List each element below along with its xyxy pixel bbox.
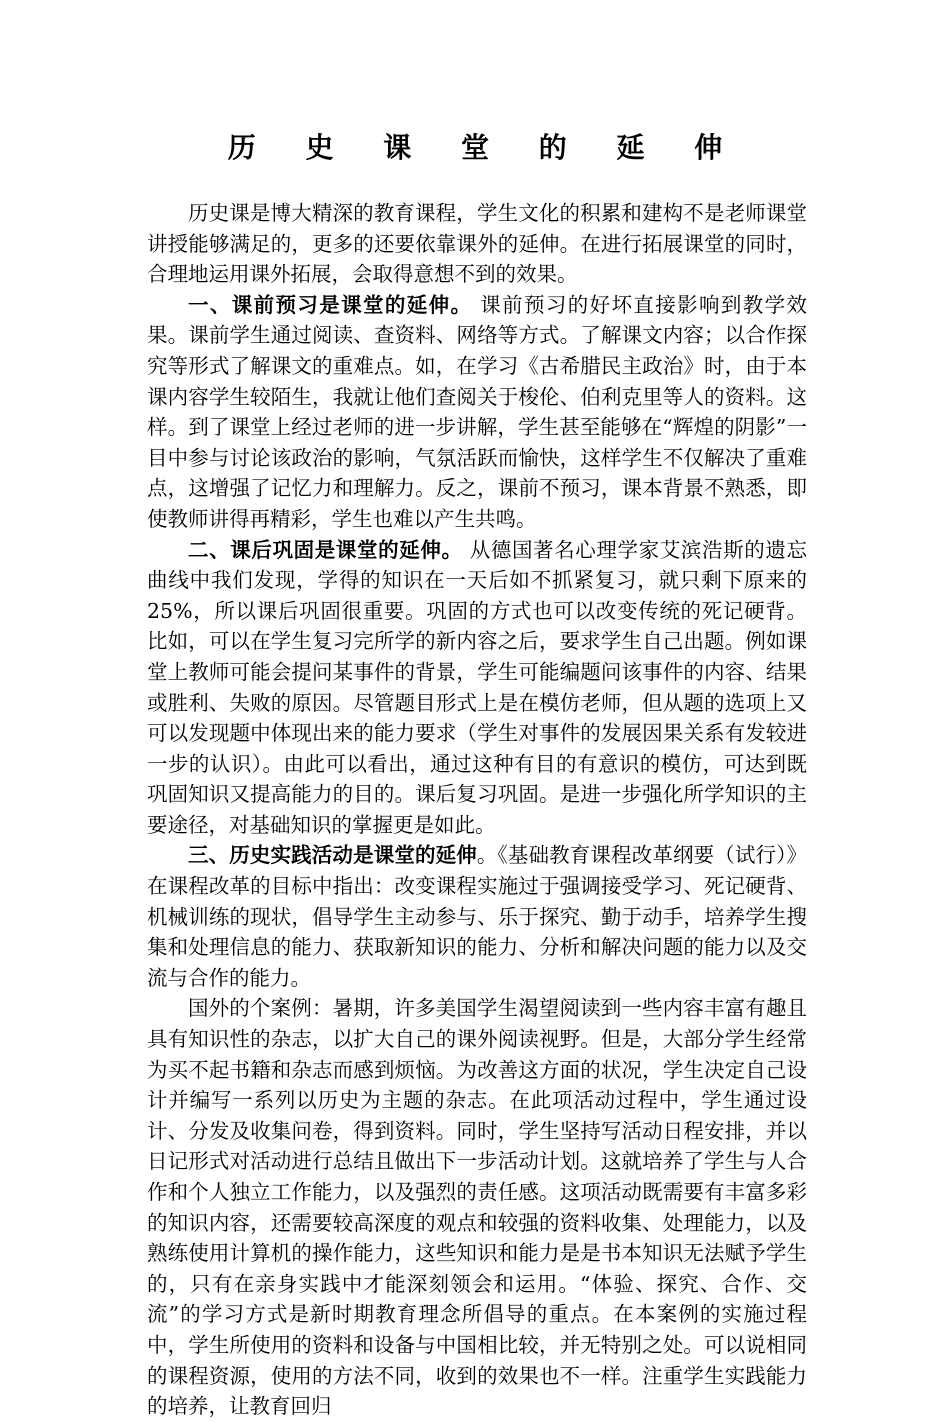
- section-2-body: 从德国著名心理学家艾滨浩斯的遗忘曲线中我们发现，学得的知识在一天后如不抓紧复习，就只剩下原来的25%，所以课后巩固很重要。巩固的方式也可以改变传统的死记硬背。比如，可以在学生复习完所学的新内容之后，要求学生自己出题。例如课堂上教师可能会提问某事件的背景，学生可能编题问该事件的内容、结果或胜利、失败的原因。尽管题目形式上是在模仿老师，但从题的选项上又可以发现题中体现出来的能力要求（学生对事件的发展因果关系有发较进一步的认识）。由此可以看出，通过这种有目的有意识的模仿，可达到既巩固知识又提高能力的目的。课后复习巩固。是进一步强化所学知识的主要途径，对基础知识的掌握更是如此。: [147, 537, 808, 837]
- document-title: 历 史 课 堂 的 延 伸: [227, 131, 743, 164]
- section-1-paragraph: [147, 290, 807, 535]
- case-paragraph: 国外的个案例：暑期，许多美国学生渴望阅读到一些内容丰富有趣且具有知识性的杂志，以扩大自己的课外阅读视野。但是，大部分学生经常为买不起书籍和杂志而感到烦恼。为改善这方面的状况，学生决定自己设计并编写一系列以历史为主题的杂志。在此项活动过程中，学生通过设计、分发及收集问卷，得到资料。同时，学生坚持写活动日程安排，并以日记形式对活动进行总结且做出下一步活动计划。这就培养了学生与人合作和个人独立工作能力，以及强烈的责任感。这项活动既需要有丰富多彩的知识内容，还需要较高深度的观点和较强的资料收集、处理能力，以及熟练使用计算机的操作能力，这些知识和能力是是书本知识无法赋予学生的，只有在亲身实践中才能深刻领会和运用。“体验、探究、合作、交流”的学习方式是新时期教育理念所倡导的重点。在本案例的实施过程中，学生所使用的资料和设备与中国相比较，并无特别之处。可以说相同的课程资源，使用的方法不同，收到的效果也不一样。注重学生实践能力的培养，让教育回归: [147, 996, 807, 1419]
- intro-paragraph: 历史课是博大精深的教育课程，学生文化的积累和建构不是老师课堂讲授能够满足的，更多的还要依靠课外的延伸。在进行拓展课堂的同时，合理地运用课外拓展，会取得意想不到的效果。: [147, 201, 807, 287]
- section-1-heading: 一、课前预习是课堂的延伸。: [188, 292, 473, 317]
- section-2-paragraph: [147, 535, 807, 841]
- section-3-body: 。《基础教育课程改革纲要（试行）》在课程改革的目标中指出：改变课程实施过于强调接受学习、死记硬背、机械训练的现状，倡导学生主动参与、乐于探究、勤于动手，培养学生搜集和处理信息的能力、获取新知识的能力、分析和解决问题的能力以及交流与合作的能力。: [147, 843, 808, 990]
- section-3-heading: 三、历史实践活动是课堂的延伸: [188, 843, 477, 868]
- section-1-body: 课前预习的好坏直接影响到教学效果。课前学生通过阅读、查资料、网络等方式。了解课文内容；以合作探究等形式了解课文的重难点。如，在学习《古希腊民主政治》时，由于本课内容学生较陌生，我就让他们查阅关于梭伦、伯利克里等人的资料。这样。到了课堂上经过老师的进一步讲解，学生甚至能够在“辉煌的阴影”一目中参与讨论该政治的影响，气氛活跃而愉快，这样学生不仅解决了重难点，这增强了记忆力和理解力。反之，课前不预习，课本背景不熟悉，即使教师讲得再精彩，学生也难以产生共鸣。: [147, 292, 808, 531]
- document-body: [147, 198, 807, 1422]
- section-3-paragraph: [147, 840, 807, 993]
- section-2-heading: 二、课后巩固是课堂的延伸。: [188, 537, 463, 562]
